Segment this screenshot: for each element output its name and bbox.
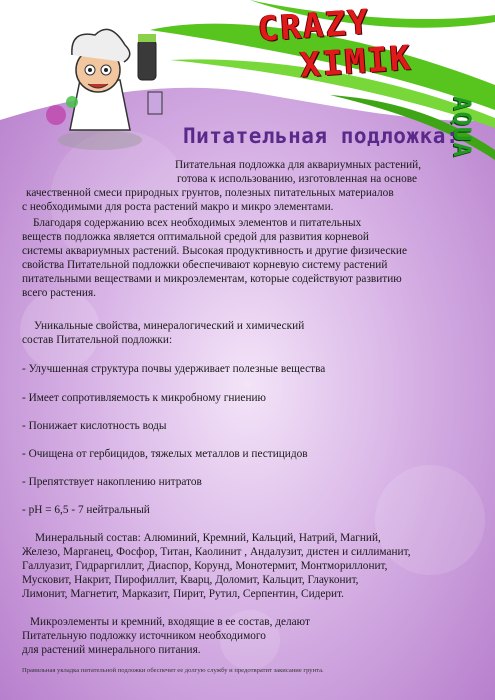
brand-aqua: AQUA xyxy=(448,96,476,158)
paragraph-line: веществ подложка является оптимальной средой для развития корневой xyxy=(22,231,369,243)
list-item: - Понижает кислотность воды xyxy=(22,420,167,432)
list-item: - Очищена от гербицидов, тяжелых металлов и пестицидов xyxy=(22,448,308,460)
paragraph-line: системы аквариумных растений. Высокая продуктивность и другие физические xyxy=(22,245,407,257)
paragraph-line: Благодаря содержанию всех необходимых элементов и питательных xyxy=(33,217,362,229)
paragraph-line: питательными веществами и микроэлементам, которые содействуют развитию xyxy=(22,273,402,285)
intro-line: с необходимыми для роста растений макро и микро элементами. xyxy=(22,201,334,213)
closing-line: Питательную подложку источником необходимого xyxy=(22,630,266,642)
minerals-line: Лимонит, Магнетит, Марказит, Пирит, Рутил, Серпентин, Сидерит. xyxy=(22,588,344,600)
intro-line: качественной смеси природных грунтов, полезных питательных материалов xyxy=(26,187,394,199)
list-item: - Улучшенная структура почвы удерживает полезные вещества xyxy=(22,363,326,375)
intro-line: готова к использованию, изготовленная на основе xyxy=(177,173,418,185)
minerals-line: Минеральный состав: Алюминий, Кремний, Кальций, Натрий, Магний, xyxy=(35,532,381,544)
list-item: - Имеет сопротивляемость к микробному гниению xyxy=(22,392,266,404)
properties-heading: состав Питательной подложки: xyxy=(22,334,173,346)
minerals-line: Железо, Марганец, Фосфор, Титан, Каолинит , Андалузит, дистен и силлиманит, xyxy=(22,546,411,558)
intro-line: Питательная подложка для аквариумных растений, xyxy=(175,159,422,171)
paragraph-line: всего растения. xyxy=(22,287,96,299)
properties-heading: Уникальные свойства, минералогический и химический xyxy=(34,320,305,332)
list-item: - Препятствует накоплению нитратов xyxy=(22,476,202,488)
paragraph-line: свойства Питательной подложки обеспечивают корневую систему растений xyxy=(22,259,388,271)
closing-line: Микроэлементы и кремний, входящие в ее состав, делают xyxy=(30,616,310,628)
minerals-line: Мусковит, Накрит, Пирофиллит, Кварц, Доломит, Кальцит, Глауконит, xyxy=(22,574,359,586)
minerals-line: Галлуазит, Гидраргиллит, Диаспор, Корунд, Монотермит, Монтмориллонит, xyxy=(22,560,388,572)
footnote: Правильная укладка питательной подложки обеспечит ее долгую службу и предотвратит закисание грунта. xyxy=(22,667,324,674)
closing-line: для растений минерального питания. xyxy=(22,644,201,656)
page-title: Питательная подложка: xyxy=(183,124,460,148)
list-item: - pH = 6,5 - 7 нейтральный xyxy=(22,504,150,516)
brand-ximik: XIMIK xyxy=(298,38,414,86)
brand-crazy: CRAZY xyxy=(256,2,372,50)
